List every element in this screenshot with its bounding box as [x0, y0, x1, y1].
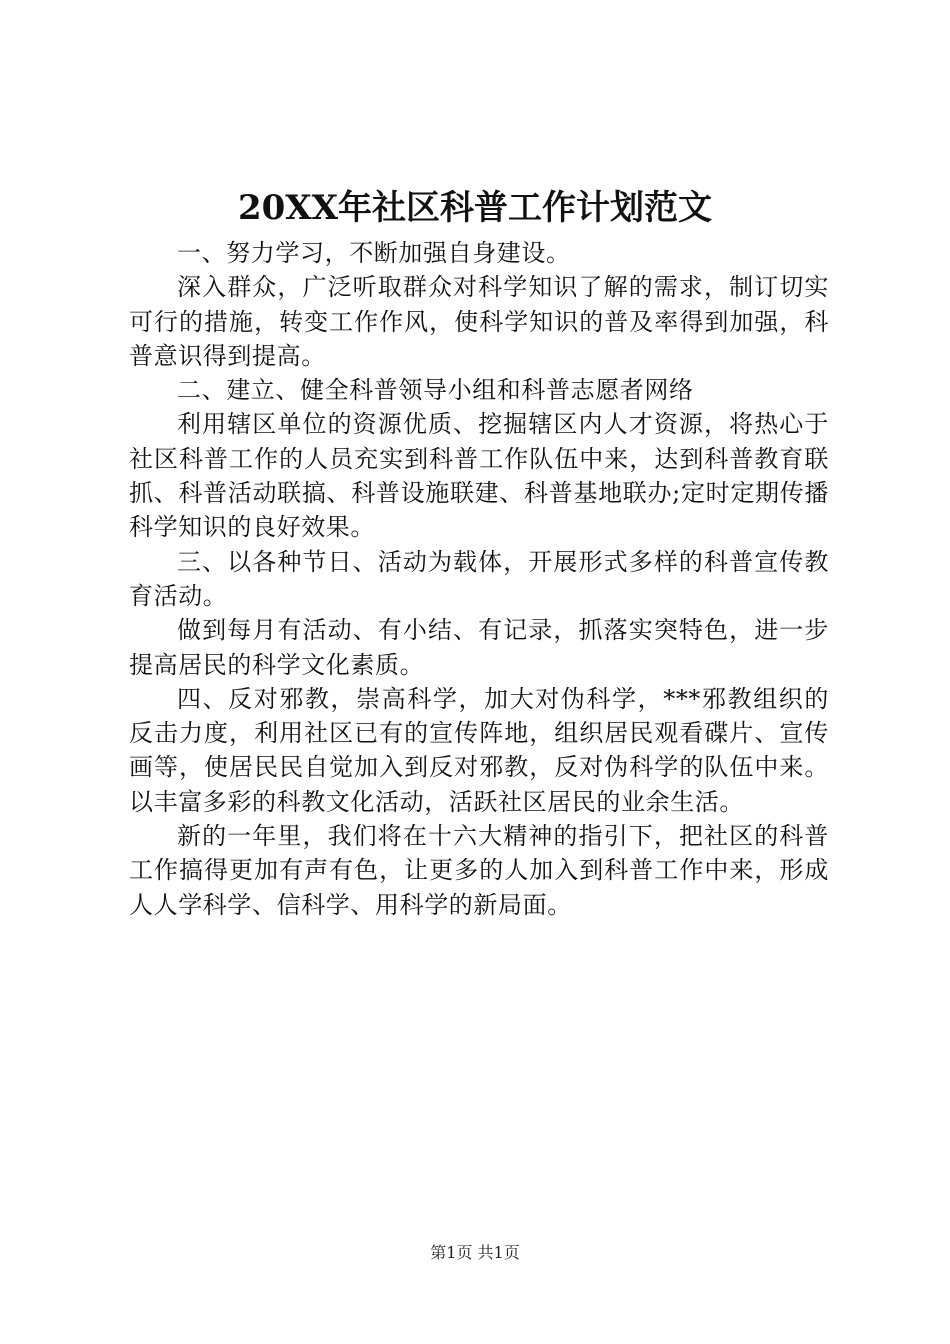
page-footer: 第1页 共1页	[430, 1243, 520, 1262]
document-body	[129, 236, 829, 922]
paragraph-heading-2: 二、建立、健全科普领导小组和科普志愿者网络	[177, 376, 694, 405]
paragraph-1: 深入群众，广泛听取群众对科学知识了解的需求，制订切实可行的措施，转变工作作风，使科学知识的普及率得到加强，科普意识得到提高。	[129, 273, 829, 370]
paragraph-heading-4: 四、反对邪教，崇高科学，加大对伪科学，***邪教组织的反击力度，利用社区已有的宣传阵地，组织居民观看碟片、宣传画等，使居民民自觉加入到反对邪教，反对伪科学的队伍中来。以丰富多彩的科教文化活动，活跃社区居民的业余生活。	[129, 684, 829, 816]
paragraph-heading-3: 三、以各种节日、活动为载体，开展形式多样的科普宣传教育活动。	[129, 547, 829, 610]
paragraph-conclusion: 新的一年里，我们将在十六大精神的指引下，把社区的科普工作搞得更加有声有色，让更多的人加入到科普工作中来，形成人人学科学、信科学、用科学的新局面。	[129, 822, 829, 919]
paragraph-3: 做到每月有活动、有小结、有记录，抓落实突特色，进一步提高居民的科学文化素质。	[129, 616, 829, 679]
document-title: 20XX年社区科普工作计划范文	[237, 188, 713, 228]
paragraph-heading-1: 一、努力学习，不断加强自身建设。	[177, 239, 571, 267]
paragraph-2: 利用辖区单位的资源优质、挖掘辖区内人才资源，将热心于社区科普工作的人员充实到科普工作队伍中来，达到科普教育联抓、科普活动联搞、科普设施联建、科普基地联办;定时定期传播科学知识的良好效果。	[129, 410, 829, 542]
